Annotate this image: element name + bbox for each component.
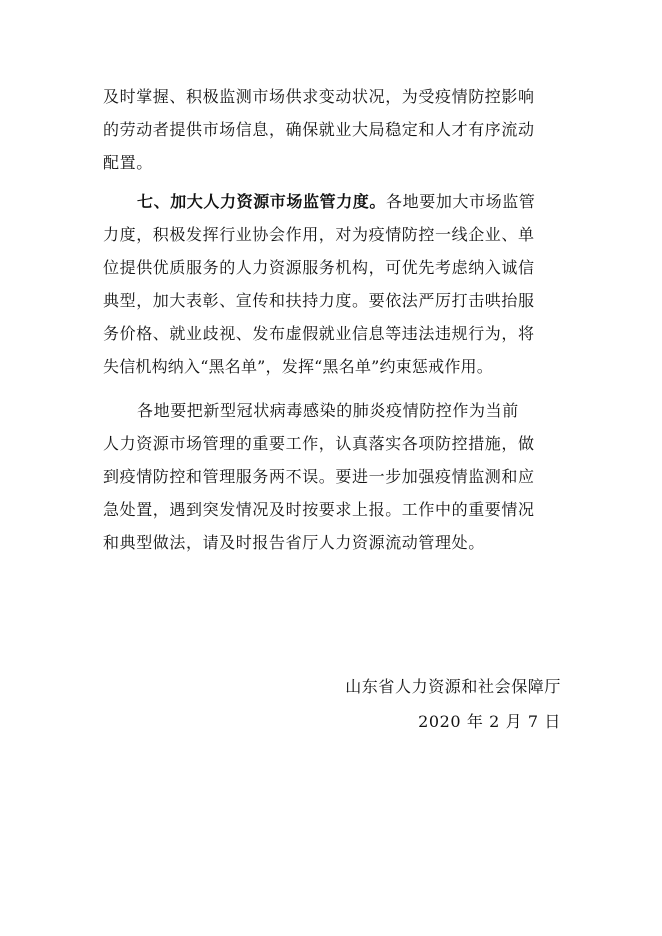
section-first-line	[103, 185, 559, 218]
paragraph-line: 及时掌握、积极监测市场供求变动状况，为受疫情防控影响	[103, 87, 535, 106]
paragraph-line: 配置。	[103, 153, 153, 172]
paragraph-line: 典型，加大表彰、宣传和扶持力度。要依法严厉打击哄抬服	[103, 291, 535, 310]
signature-date: 2020 年 2 月 7 日	[418, 712, 561, 731]
closing-paragraph	[103, 394, 559, 559]
paragraph-line: 力度，积极发挥行业协会作用，对为疫情防控一线企业、单	[103, 225, 535, 244]
signature-organization: 山东省人力资源和社会保障厅	[345, 677, 561, 696]
paragraph-line: 和典型做法，请及时报告省厅人力资源流动管理处。	[103, 533, 485, 552]
section-heading: 七、加大人力资源市场监管力度。	[137, 192, 387, 211]
section-seven-paragraph	[103, 185, 559, 383]
continued-paragraph	[103, 80, 559, 179]
section-first-line-text: 各地要加大市场监管	[386, 192, 536, 211]
paragraph-line: 人力资源市场管理的重要工作，认真落实各项防控措施，做	[103, 434, 535, 453]
paragraph-line: 到疫情防控和管理服务两不误。要进一步加强疫情监测和应	[103, 467, 535, 486]
paragraph-line: 失信机构纳入“黑名单”，发挥“黑名单”约束惩戒作用。	[103, 357, 493, 376]
paragraph-line: 务价格、就业歧视、发布虚假就业信息等违法违规行为，将	[103, 324, 535, 343]
paragraph-line: 急处置，遇到突发情况及时按要求上报。工作中的重要情况	[103, 500, 535, 519]
paragraph-line: 的劳动者提供市场信息，确保就业大局稳定和人才有序流动	[103, 120, 535, 139]
paragraph-line: 位提供优质服务的人力资源服务机构，可优先考虑纳入诚信	[103, 258, 535, 277]
paragraph-line: 各地要把新型冠状病毒感染的肺炎疫情防控作为当前	[137, 401, 519, 420]
